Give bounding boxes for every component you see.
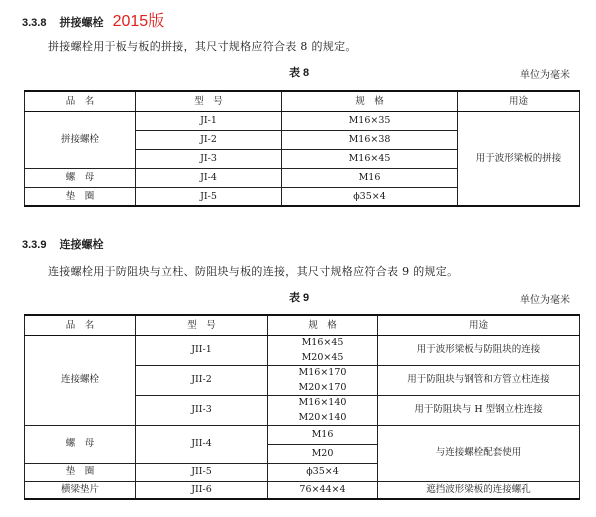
usage-cell: 用于波形梁板与防阻块的连接 (378, 335, 580, 365)
product-name: 垫 圈 (25, 187, 136, 206)
product-name: 拼接螺栓 (25, 111, 136, 168)
usage-cell: 用于波形梁板的拼接 (458, 111, 580, 206)
spec-cell: ϕ35×4 (268, 463, 378, 481)
table-8 (24, 90, 580, 207)
model-cell: JI-4 (136, 168, 282, 187)
spec-cell: M16×45 (282, 149, 458, 168)
product-name: 螺 母 (25, 168, 136, 187)
section-paragraph: 连接螺栓用于防阻块与立柱、防阻块与板的连接，其尺寸规格应符合表 9 的规定。 (48, 265, 459, 278)
spec-cell: M16×45 (268, 335, 378, 350)
spec-cell: M16×35 (282, 111, 458, 130)
table-caption: 表 8 (289, 67, 310, 79)
product-name: 螺 母 (25, 425, 136, 463)
spec-cell: M16 (282, 168, 458, 187)
spec-cell: M16×38 (282, 130, 458, 149)
table-row (25, 335, 580, 350)
section-number: 3.3.8 (22, 17, 47, 29)
model-cell: JI-1 (136, 111, 282, 130)
spec-cell: M16×170 (268, 365, 378, 380)
unit-note: 单位为毫米 (520, 295, 570, 306)
spec-cell: 76×44×4 (268, 481, 378, 499)
spec-cell: M20×170 (268, 380, 378, 395)
model-cell: JII-3 (136, 395, 268, 425)
table-row (25, 481, 580, 499)
spec-cell: M16×140 (268, 395, 378, 410)
spec-cell: ϕ35×4 (282, 187, 458, 206)
usage-cell: 用于防阻块与钢管和方管立柱连接 (378, 365, 580, 395)
model-cell: JI-5 (136, 187, 282, 206)
section-title: 拼接螺栓 (59, 17, 104, 29)
section-heading-3-3-9 (22, 236, 104, 252)
header-usage: 用途 (458, 91, 580, 111)
section-number: 3.3.9 (22, 239, 47, 251)
usage-cell: 与连接螺栓配套使用 (378, 425, 580, 481)
header-name: 品 名 (25, 315, 136, 335)
model-cell: JII-5 (136, 463, 268, 481)
header-usage: 用途 (378, 315, 580, 335)
product-name: 垫 圈 (25, 463, 136, 481)
section-heading-3-3-8 (22, 8, 164, 31)
spec-cell: M16 (268, 425, 378, 444)
table-row (25, 425, 580, 444)
usage-cell: 用于防阻块与 H 型钢立柱连接 (378, 395, 580, 425)
product-name: 横梁垫片 (25, 481, 136, 499)
table-header-row (25, 315, 580, 335)
section-paragraph: 拼接螺栓用于板与板的拼接，其尺寸规格应符合表 8 的规定。 (48, 40, 357, 53)
header-model: 型 号 (136, 315, 268, 335)
model-cell: JII-2 (136, 365, 268, 395)
header-model: 型 号 (136, 91, 282, 111)
table-header-row (25, 91, 580, 111)
table-9 (24, 314, 580, 500)
section-title: 连接螺栓 (59, 239, 104, 251)
unit-note: 单位为毫米 (520, 70, 570, 81)
usage-cell: 遮挡波形梁板的连接螺孔 (378, 481, 580, 499)
table-caption: 表 9 (289, 292, 310, 304)
model-cell: JII-1 (136, 335, 268, 365)
header-spec: 规 格 (282, 91, 458, 111)
model-cell: JII-6 (136, 481, 268, 499)
spec-cell: M20 (268, 444, 378, 463)
edition-tag: 2015版 (112, 13, 165, 30)
model-cell: JII-4 (136, 425, 268, 463)
spec-cell: M20×140 (268, 410, 378, 425)
product-name: 连接螺栓 (25, 335, 136, 425)
table-row (25, 111, 580, 130)
model-cell: JI-2 (136, 130, 282, 149)
header-spec: 规 格 (268, 315, 378, 335)
model-cell: JI-3 (136, 149, 282, 168)
header-name: 品 名 (25, 91, 136, 111)
spec-cell: M20×45 (268, 350, 378, 365)
